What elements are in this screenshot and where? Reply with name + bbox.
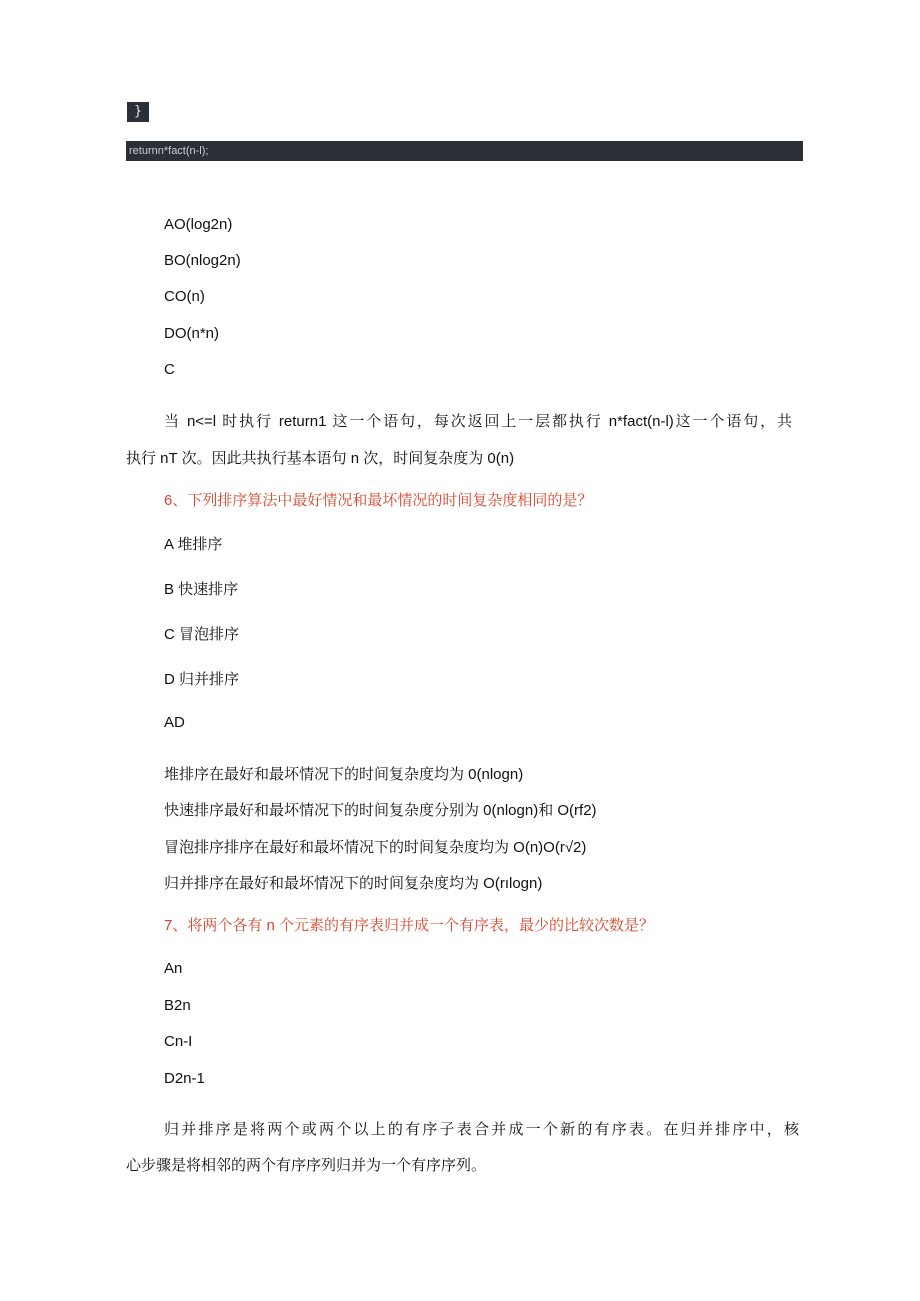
q6-option-b: B 快速排序	[164, 581, 239, 598]
q7-question: 7、将两个各有 n 个元素的有序表归并成一个有序表，最少的比较次数是？	[164, 917, 655, 934]
q5-explanation-line2: 执行 nT 次。因此共执行基本语句 n 次，时间复杂度为 0(n)	[126, 450, 515, 467]
q7-explanation-line1: 归并排序是将两个或两个以上的有序子表合并成一个新的有序表。在归并排序中，核	[164, 1121, 799, 1138]
q7-option-b: B2n	[164, 997, 191, 1014]
q5-option-a: AO(log2n)	[164, 216, 233, 233]
q7-explanation-line2: 心步骤是将相邻的两个有序序列归并为一个有序序列。	[126, 1157, 487, 1174]
q7-option-d: D2n-1	[164, 1070, 205, 1087]
q6-explanation-merge: 归并排序在最好和最坏情况下的时间复杂度均为 O(rılogn)	[164, 875, 543, 892]
q7-option-a: An	[164, 960, 183, 977]
code-closing-brace: }	[127, 102, 149, 122]
q7-option-c: Cn-I	[164, 1033, 193, 1050]
q5-option-b: BO(nlog2n)	[164, 252, 241, 269]
q5-option-d: DO(n*n)	[164, 325, 220, 342]
q5-explanation-line1: 当 n<=l 时执行 return1 这一个语句，每次返回上一层都执行 n*fact(n-l)这一个语句，共	[164, 413, 792, 430]
q6-option-d: D 归并排序	[164, 671, 240, 688]
q6-explanation-quick: 快速排序最好和最坏情况下的时间复杂度分别为 0(nlogn)和 O(rf2)	[164, 802, 597, 819]
q6-option-a: A 堆排序	[164, 536, 223, 553]
q6-option-c: C 冒泡排序	[164, 626, 240, 643]
q5-option-c: CO(n)	[164, 288, 205, 305]
code-return-line: returnn*fact(n-l);	[126, 141, 803, 161]
q6-explanation-bubble: 冒泡排序排序在最好和最坏情况下的时间复杂度均为 O(n)O(r√2)	[164, 839, 587, 856]
q6-question: 6、下列排序算法中最好情况和最坏情况的时间复杂度相同的是？	[164, 492, 593, 509]
q5-answer: C	[164, 361, 175, 378]
q6-explanation-heap: 堆排序在最好和最坏情况下的时间复杂度均为 0(nlogn)	[164, 766, 524, 783]
q6-answer: AD	[164, 714, 185, 731]
